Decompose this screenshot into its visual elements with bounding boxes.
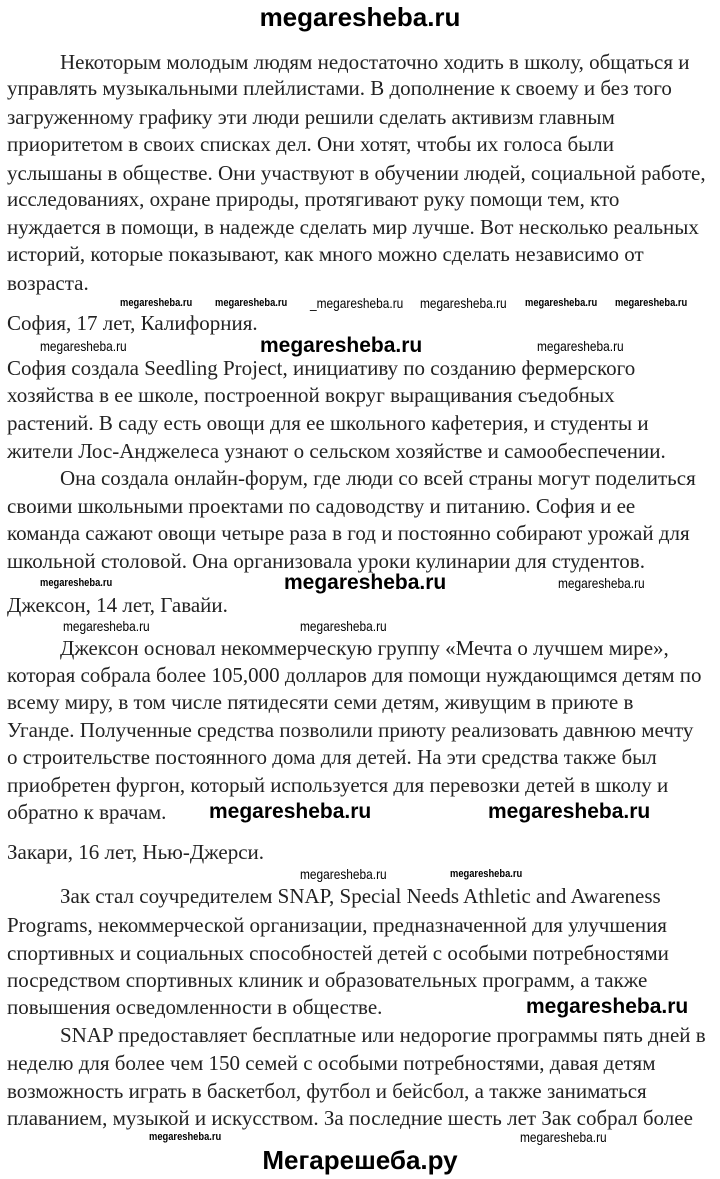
paragraph-line: команда сажают овощи четыре раза в год и постоянно собирают урожай для — [7, 521, 690, 545]
paragraph-line: спортивных и социальных способностей детей с особыми потребностями — [7, 941, 669, 965]
paragraph-line: историй, которые показывают, как много можно сделать независимо от — [7, 242, 644, 266]
paragraph-line: плаванием, музыкой и искусством. За последние шесть лет Зак собрал более — [7, 1106, 693, 1130]
paragraph-line: загруженному графику эти люди решили сделать активизм главным — [7, 105, 615, 129]
paragraph-line: Зак стал соучредителем SNAP, Special Needs Athletic and Awareness — [60, 884, 661, 908]
paragraph-line: приоритетом в своих списках дел. Они хотят, чтобы их голоса были — [7, 132, 615, 156]
site-header: megaresheba.ru — [259, 2, 461, 32]
paragraph-line: Уганде. Полученные средства позволили приюту реализовать давнюю мечту — [7, 718, 694, 742]
paragraph-line: возраста. — [7, 271, 89, 295]
watermark-text: megaresheba.ru — [284, 571, 447, 594]
paragraph-line: Джексон основал некоммерческую группу «Мечта о лучшем мире», — [60, 636, 669, 660]
paragraph-line: приобретен фургон, который используется для перевозки детей в школу и — [7, 773, 669, 797]
paragraph-line: растений. В саду есть овощи для ее школьного кафетерия, и студенты и — [7, 411, 649, 435]
paragraph-line: Она создала онлайн-форум, где люди со всей страны могут поделиться — [60, 466, 696, 490]
watermark-text: megaresheba.ru — [520, 1129, 607, 1145]
watermark-text: megaresheba.ru — [215, 297, 288, 309]
paragraph-line: всему миру, в том числе пятидесяти семи детям, живущим в приюте в — [7, 690, 634, 714]
paragraph-line: София создала Seedling Project, инициативу по созданию фермерского — [7, 356, 636, 380]
watermark-text: _megaresheba.ru — [310, 295, 404, 311]
paragraph-line: исследованиях, охране природы, протягивают руку помощи тем, кто — [7, 187, 620, 211]
watermark-text: megaresheba.ru — [63, 618, 150, 634]
paragraph-line: Programs, некоммерческой организации, предназначенной для улучшения — [7, 913, 667, 937]
paragraph-line: обратно к врачам. — [7, 800, 167, 824]
watermark-text: megaresheba.ru — [209, 800, 372, 823]
paragraph-line: возможность играть в баскетбол, футбол и бейсбол, а также заниматься — [7, 1079, 647, 1103]
watermark-text: megaresheba.ru — [149, 1131, 222, 1143]
watermark-text: megaresheba.ru — [300, 618, 387, 634]
story-heading: Джексон, 14 лет, Гавайи. — [7, 593, 228, 617]
paragraph-line: Некоторым молодым людям недостаточно ходить в школу, общаться и — [60, 50, 690, 74]
paragraph-line: хозяйства в ее школе, построенной вокруг выращивания съедобных — [7, 383, 615, 407]
watermark-text: megaresheba.ru — [558, 575, 645, 591]
watermark-text: megaresheba.ru — [40, 338, 127, 354]
watermark-text: megaresheba.ru — [300, 866, 387, 882]
watermark-text: megaresheba.ru — [615, 297, 688, 309]
site-footer: Мегарешеба.ру — [262, 1145, 458, 1175]
watermark-text: megaresheba.ru — [526, 995, 689, 1018]
watermark-text: megaresheba.ru — [488, 800, 651, 823]
watermark-text: megaresheba.ru — [420, 295, 507, 311]
paragraph-line: нуждается в помощи, в надежде сделать мир лучше. Вот несколько реальных — [7, 215, 699, 239]
paragraph-line: посредством спортивных клиник и образовательных программ, а также — [7, 968, 648, 992]
paragraph-line: услышаны в обществе. Они участвуют в обучении людей, социальной работе, — [7, 161, 706, 185]
story-heading: София, 17 лет, Калифорния. — [7, 311, 258, 335]
paragraph-line: жители Лос-Анджелеса узнают о сельском хозяйстве и самообеспечении. — [7, 439, 666, 463]
paragraph-line: неделю для более чем 150 семей с особыми потребностями, давая детям — [7, 1051, 656, 1075]
paragraph-line: управлять музыкальными плейлистами. В дополнение к своему и без того — [7, 76, 672, 100]
watermark-text: megaresheba.ru — [40, 577, 113, 589]
paragraph-line: своими школьными проектами по садоводству и питанию. София и ее — [7, 494, 636, 518]
watermark-text: megaresheba.ru — [450, 868, 523, 880]
watermark-text: megaresheba.ru — [525, 297, 598, 309]
paragraph-line: о строительстве постоянного дома для детей. На эти средства также был — [7, 745, 657, 769]
watermark-text: megaresheba.ru — [537, 338, 624, 354]
paragraph-line: которая собрала более 105,000 долларов для помощи нуждающимся детям по — [7, 663, 702, 687]
story-heading: Закари, 16 лет, Нью-Джерси. — [7, 840, 265, 864]
watermark-text: megaresheba.ru — [260, 334, 423, 357]
watermark-text: megaresheba.ru — [120, 297, 193, 309]
paragraph-line: школьной столовой. Она организовала уроки кулинарии для студентов. — [7, 549, 645, 573]
paragraph-line: SNAP предоставляет бесплатные или недорогие программы пять дней в — [60, 1023, 706, 1047]
paragraph-line: повышения осведомленности в обществе. — [7, 995, 383, 1019]
